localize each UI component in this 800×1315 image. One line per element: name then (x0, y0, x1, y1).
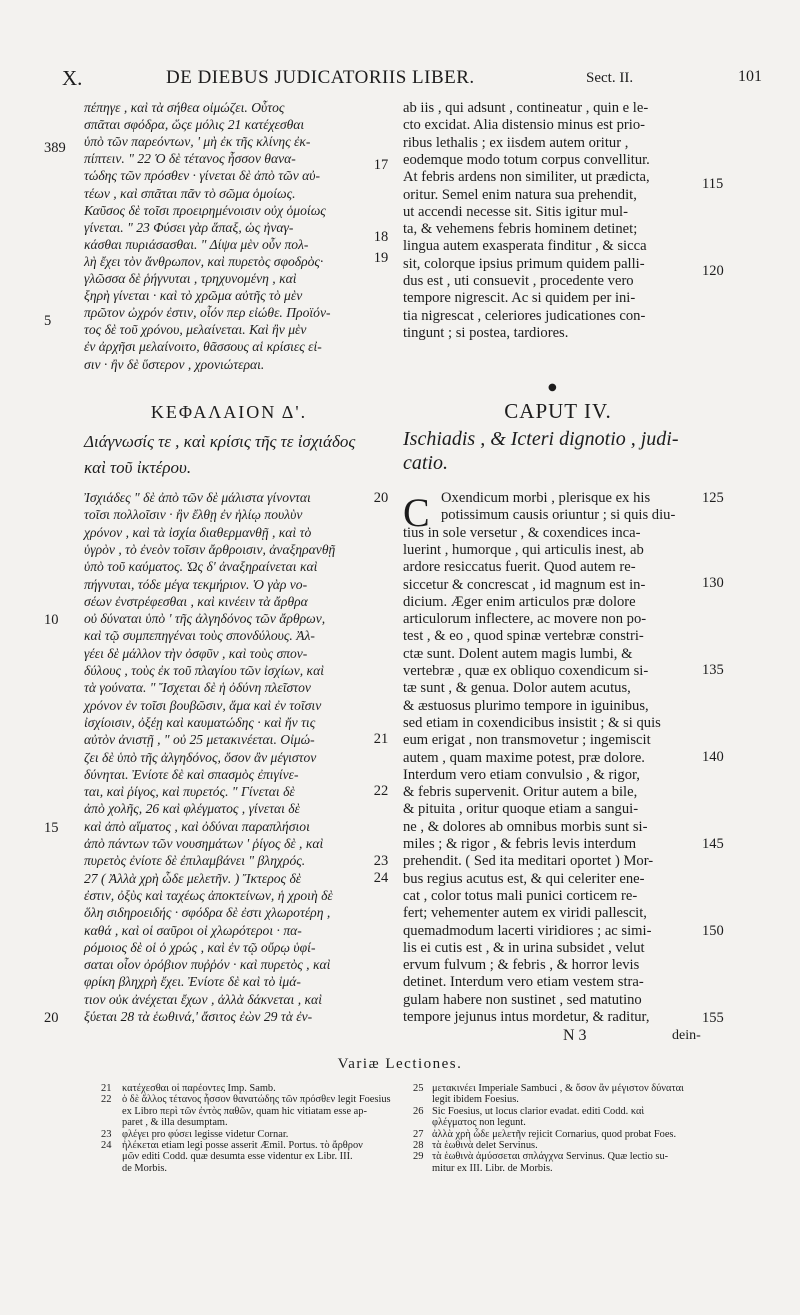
text-line: χρόνον ἐν τοῖσι βουβῶσιν, ἅμα καὶ ἐν τοῖσιν (84, 697, 322, 713)
text-line: miles ; & rigor , & febris levis interdum (403, 836, 637, 852)
variae-lectiones-heading: Variæ Lectiones. (337, 1056, 463, 1072)
note-text: legit ibidem Foesius. (432, 1094, 519, 1106)
text-line: πήγνυται, τόδε μέγα τεκμήριον. Ὁ γὰρ νο- (84, 576, 308, 592)
note-number: 28 (413, 1140, 424, 1151)
greek-chapter-subtitle: Διάγνωσίς τε , καὶ κρίσις τῆς τε ἰσχιάδος (84, 432, 356, 451)
text-line: χρόνον , καὶ τὰ ἰσχία διαθερμανθῇ , καὶ τὸ (84, 524, 312, 540)
text-line: luerint , humorque , qui articulis inest, ab (403, 541, 644, 558)
ornament-dot: ● (548, 382, 557, 393)
text-line: tia nigrescat , celeriores judicationes con- (403, 307, 646, 324)
note-number: 26 (413, 1105, 424, 1117)
text-line: Ἰσχιάδες " δὲ ἀπὸ τῶν δὲ μάλιστα γίνονται (84, 490, 311, 505)
text-line: ρόμοιος δὲ οἱ ὁ χρώς , καὶ ἐν τῷ οὔρῳ ὑφί- (84, 939, 316, 955)
text-line: ξύεται 28 τὰ ἑωθινά,' ἄσιτος ἐὼν 29 τὰ ἐν- (84, 1009, 313, 1024)
text-line: tempore jejunus intus mordetur, & raditur, (403, 1009, 650, 1025)
text-line: tæ sunt , & genua. Dolor autem acutus, (403, 680, 631, 697)
line-number: 120 (702, 263, 724, 279)
text-line: γίνεται. " 23 Φύσει γὰρ ἅπαξ, ὡς ἠναγ- (84, 219, 294, 235)
line-number: 23 (373, 853, 389, 869)
text-line: καὶ ἀπὸ αἵματος , καὶ ὀδύναι παραπλήσιοι (84, 818, 310, 834)
greek-chapter-subtitle-cont: καὶ τοῦ ἰκτέρου. (84, 458, 192, 477)
text-line: φρίκη βληχρὴ ἔχει. Ἐνίοτε δὲ καὶ τὸ ἱμά- (84, 974, 301, 990)
text-line: lingua autem exasperata finditur , & sicca (403, 238, 647, 255)
text-line: 27 ( Ἀλλὰ χρὴ ὧδε μελετῆν. ) Ἴκτερος δὲ (84, 870, 302, 886)
text-line: ὅλη σιδηροειδής · σφόδρα δὲ ἐστι χλωροτέρη , (84, 905, 331, 921)
text-line: ta, & vehemens febris hominem detinet; (403, 221, 638, 238)
note-text: paret , & illa desumptam. (122, 1117, 228, 1129)
text-line: potissimum causis oriuntur ; si quis diu- (441, 507, 676, 524)
note-text: mitur ex III. Libr. de Morbis. (432, 1162, 553, 1174)
note-text: ἠλέκεται etiam legi posse asserit Æmil. Portus. τὸ ἄρθρον (122, 1140, 363, 1151)
text-line: & pituita , oritur quoque etiam a sangui- (403, 801, 639, 818)
text-line: οὐ δύναται ὑπὸ ' τῆς ἀλγηδόνος τῶν ἄρθρων, (84, 611, 326, 627)
line-number: 125 (702, 490, 724, 506)
running-head (62, 66, 762, 96)
text-line: ἀπὸ χολῆς, 26 καὶ φλέγματος , γίνεται δὲ (84, 801, 300, 817)
line-number: 17 (373, 157, 389, 173)
catchword: dein- (672, 1028, 701, 1043)
note-text: φλέγει pro φύσει legisse videtur Cornar. (122, 1128, 289, 1140)
text-line: λὴ ἔχει τὸν ἄνθρωπον, καὶ πυρετὸς σφοδρὸς· (84, 253, 324, 269)
line-number: 20 (373, 490, 389, 506)
text-line: Interdum vero etiam convulsio , & rigor, (403, 766, 640, 783)
text-line: ribus lethalis ; ex iisdem autem oritur , (403, 134, 629, 151)
greek-chapter-heading: ΚΕΦΑΛΑΙΟΝ Δ'. (150, 402, 308, 422)
text-line: & febris supervenit. Oritur autem a bile, (403, 784, 638, 801)
text-line: πέπηγε , καὶ τὰ σήθεα οἰμώζει. Οὗτος (84, 100, 285, 115)
text-line: gulam habere non sustinet , sed matutino (403, 991, 642, 1008)
line-number: 10 (44, 612, 59, 628)
text-line: autem , quam maxime potest, præ dolore. (403, 749, 645, 766)
note-text: de Morbis. (122, 1162, 168, 1174)
text-line: At febris ardens non similiter, ut prædicta, (403, 169, 650, 186)
text-line: γλῶσσα δὲ ῥήγνυται , τρηχυνομένη , καὶ (84, 271, 297, 286)
text-line: dus est , uti consuevit , procedente vero (403, 273, 634, 289)
latin-chapter-subtitle-cont: catio. (403, 452, 448, 474)
line-number: 150 (702, 923, 724, 939)
text-line: τώδης τῶν πρόσθεν · γίνεται δὲ ἀπὸ τῶν αὐ- (84, 168, 321, 184)
text-line: detinet. Interdum vero etiam vestem stra- (403, 974, 644, 991)
text-line: αὐτὸν ἀνιστῇ , " οὐ 25 μετακινέεται. Οἰμώ- (84, 732, 315, 748)
text-line: eum erigat , non transmovetur ; ingemiscit (403, 732, 651, 749)
text-line: ἰσχίοισιν, ὀξέῃ καὶ καυματώδης · καὶ ἤν τις (84, 714, 316, 730)
text-line: Καῦσος δὲ τοῖσι προειρημένοισιν οὐχ ὁμοίως (84, 202, 326, 218)
text-line: ervum fulvum ; & febris , & horror levis (403, 957, 640, 974)
note-number: 25 (413, 1083, 424, 1094)
line-number: 15 (44, 820, 59, 836)
text-line: prehendit. ( Sed ita meditari oportet ) Mor- (403, 853, 654, 870)
text-line: sit, colorque ipsius primum quidem palli- (403, 255, 645, 272)
line-number: 115 (702, 176, 724, 192)
running-title: DE DIEBUS JUDICATORIIS LIBER. (166, 67, 475, 88)
text-line: Oxendicum morbi , plerisque ex his (441, 490, 651, 506)
text-line: ctæ sunt. Dolent autem magis lumbi, & (403, 645, 633, 662)
text-line: σπᾶται σφόδρα, ὥςε μόλις 21 κατέχεσθαι (84, 117, 305, 133)
line-number: 21 (373, 731, 389, 747)
note-number: 22 (101, 1094, 112, 1106)
text-line: ται, καὶ ῥίγος, καὶ πυρετός. " Γίνεται δὲ (84, 784, 295, 800)
line-number: 20 (44, 1010, 59, 1026)
text-line: πυρετὸς ἐνίοτε δὲ ἐπιλαμβάνει " βληχρός. (84, 853, 306, 869)
text-line: sed etiam in coxendicibus insistit ; & si quis (403, 714, 661, 731)
text-line: σαται οἷον ὀρόβιον πυῤῥόν · καὶ πυρετὸς , καὶ (84, 957, 331, 973)
text-line: ab iis , qui adsunt , contineatur , quin e le- (403, 100, 649, 116)
text-line: ξηρὴ γίνεται · καὶ τὸ χρῶμα αὐτῆς τὸ μὲν (84, 288, 303, 304)
text-line: test , & eo , quod spinæ vertebræ constri- (403, 628, 644, 645)
latin-chapter-subtitle: Ischiadis , & Icteri dignotio , judi- (403, 428, 679, 450)
text-line: cto excidat. Alia distensio minus est prio- (403, 117, 645, 134)
text-line: ὑπὸ τοῦ καύματος. Ὡς δ' ἀναξηραίνεται καὶ (84, 559, 318, 575)
text-line: πρῶτον ὠχρόν ἐστιν, οἷόν περ εἰώθε. Προϊόν- (84, 305, 331, 321)
line-number: 5 (44, 313, 52, 329)
text-line: articulorum inflectere, ac movere non po- (403, 611, 647, 628)
text-line: cat , color totus mali punici corticem re- (403, 887, 638, 904)
line-number: 155 (702, 1010, 724, 1026)
note-number: 27 (413, 1128, 424, 1140)
text-line: τιον οὐκ ἀνέχεται ἔχων , ἀλλὰ δάκνεται , καὶ (84, 991, 322, 1007)
text-line: ὑπὸ τῶν παρεόντων, ' μὴ ἐκ τῆς κλίνης ἐκ- (84, 134, 311, 150)
text-line: ζει δὲ ὑπὸ τῆς ἀλγηδόνος, ὅσον ἂν μέγιστον (84, 749, 317, 765)
note-number: 24 (101, 1140, 112, 1151)
line-number: 145 (702, 836, 724, 852)
note-text: Sic Foesius, ut locus clarior evadat. editi Codd. καὶ (432, 1105, 645, 1117)
note-text: ἀλλὰ χρὴ ὧδε μελετῆν rejicit Cornarius, quod probat Foes. (432, 1128, 677, 1140)
text-line: ardore resiccatus fuerit. Quod autem re- (403, 559, 636, 576)
text-line: ἐστιν, ὀξὺς καὶ ταχέως ἀποκτείνων, ἡ χροιὴ δὲ (84, 887, 333, 903)
text-line: & æstuosus plurimo tempore in iguinibus, (403, 697, 649, 714)
text-line: τέων , καὶ σπᾶται πᾶν τὸ σῶμα ὁμοίως. (84, 185, 296, 201)
text-line: τὰ γούνατα. " Ἴσχεται δὲ ἡ ὀδύνη πλεῖστον (84, 680, 311, 696)
text-line: ut accendi necesse sit. Sitis igitur mul- (403, 203, 628, 220)
text-line: τοῖσι πολλοῖσιν · ἢν ἔλθῃ ἐν ἡλίῳ πουλὺν (84, 507, 303, 523)
line-number: 135 (702, 662, 724, 678)
text-line: dicium. Æger enim articulos præ dolore (403, 593, 636, 610)
chapter-numeral: X. (62, 66, 83, 90)
text-line: σιν · ἢν δὲ ὕστερον , χρονιώτεραι. (84, 356, 265, 372)
text-line: γέει δὲ μάλλον τὴν ὀσφῦν , καὶ τοὺς σπον- (84, 645, 308, 661)
page-number: 101 (738, 68, 762, 85)
text-line: tius in sole versetur , & coxendices inca- (403, 524, 641, 541)
text-line: ἐν ἀρχῆσι μελαίνοιτο, θᾶσσους αἱ κρίσιες εἰ- (84, 339, 322, 355)
line-number: 24 (373, 870, 389, 886)
note-text: φλέγματος non legunt. (432, 1117, 526, 1129)
line-number: 389 (44, 140, 66, 156)
note-text: ex Libro περὶ τῶν ἐντὸς παθῶν, quam hic vitiatam esse ap- (122, 1105, 367, 1117)
note-number: 29 (413, 1151, 424, 1163)
note-text: μετακινέει Imperiale Sambuci , & ὅσον ἂν μέγιστον δύναται (432, 1083, 684, 1094)
section-label: Sect. II. (586, 70, 634, 86)
line-number: 140 (702, 749, 724, 765)
note-text: τὰ ἑωθινὰ delet Servinus. (432, 1140, 538, 1151)
line-number: 18 (373, 229, 389, 245)
text-line: δύνηται. Ἐνίοτε δὲ καὶ σπασμὸς ἐπιγίνε- (84, 766, 299, 782)
text-line: bus regius acutus est, & qui celeriter ene- (403, 870, 645, 887)
text-line: lis ei cutis est , & in urina subsidet , velut (403, 939, 645, 956)
text-line: vertebræ , quæ ex obliquo coxendicum si- (403, 663, 649, 679)
text-line: καὶ τῷ συμπεπηγέναι τοὺς σπονδύλους. Ἀλ- (84, 628, 315, 644)
latin-chapter-heading: CAPUT IV. (504, 399, 612, 423)
text-line: πίπτειν. " 22 Ὁ δὲ τέτανος ἧσσον θανα- (84, 151, 296, 167)
text-line: tingunt ; si postea, tardiores. (403, 324, 569, 341)
note-text: μῶν editi Codd. quæ desumta esse videntur ex Libr. III. (122, 1151, 353, 1163)
note-text: ὁ δὲ ἄλλος τέτανος ἧσσον θανατώδης τῶν πρόσθεν legit Foesius (122, 1094, 391, 1106)
note-number: 23 (101, 1128, 112, 1140)
text-line: ne , & dolores ab omnibus morbis sunt si- (403, 818, 648, 835)
text-line: καθά , καὶ οἱ σαῦροι οἱ χλωρότεροι · πα- (84, 922, 302, 938)
drop-cap: C (403, 490, 430, 535)
text-line: siccetur & concrescat , id magnum est in- (403, 576, 646, 593)
text-line: fert; vehementer autem ex viridi pallescit, (403, 905, 647, 922)
line-number: 130 (702, 575, 724, 591)
text-line: quemadmodum lacerti viridiores ; ac simi- (403, 922, 652, 939)
text-line: τος δὲ τοῦ χρόνου, μελαίνεται. Καὶ ἢν μὲν (84, 322, 307, 338)
text-line: tempore nigrescit. Ac si quidem per ini- (403, 290, 636, 307)
line-number: 22 (373, 783, 389, 799)
text-line: σέων ἐνστρέφεσθαι , καὶ κινέειν τὰ ἄρθρα (84, 593, 308, 609)
note-text: κατέχεσθαι οἱ παρέοντες Imp. Samb. (122, 1083, 276, 1094)
text-line: ἀπὸ πάντων τῶν νουσημάτων ' ῥίγος δὲ , καὶ (84, 836, 324, 851)
text-line: oritur. Semel enim natura sua prehendit, (403, 186, 637, 203)
note-number: 21 (101, 1083, 112, 1094)
text-line: κάσθαι πυριάσασθαι. " Δίψα μὲν οὖν πολ- (84, 236, 309, 252)
text-line: ὑγρὸν , τὸ ἐνεὸν τοῖσιν ἄρθροισιν, ἀναξηρανθῇ (84, 541, 336, 557)
printer-signature: N 3 (563, 1027, 587, 1044)
text-line: eodemque modo totum corpus convellitur. (403, 151, 650, 168)
note-text: τὰ ἑωθινὰ ἀμύσσεται σπλάγχνα Servinus. Quæ lectio su- (432, 1151, 669, 1163)
line-number: 19 (373, 250, 389, 266)
text-line: δύλους , τοὺς ἐκ τοῦ πλαγίου τῶν ἰσχίων, καὶ (84, 663, 324, 678)
